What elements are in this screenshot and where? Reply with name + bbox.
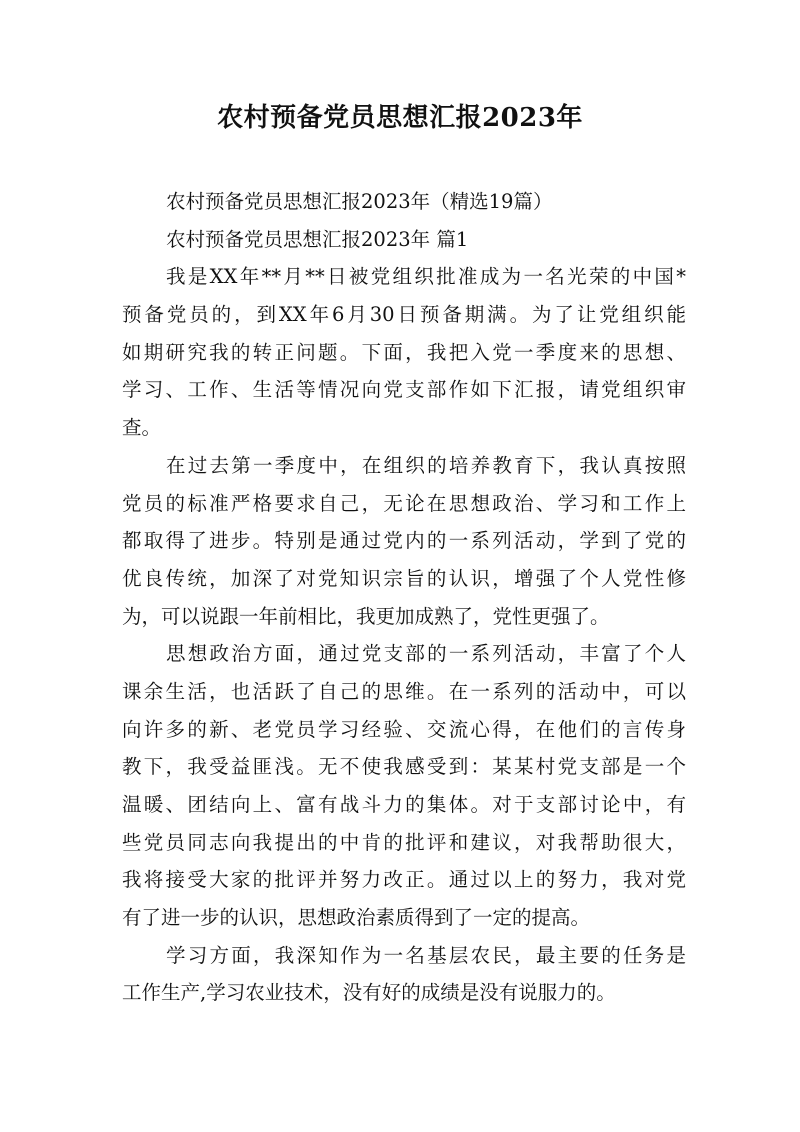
paragraph-line: 教下，我受益匪浅。无不使我感受到：某某村党支部是一个 bbox=[122, 755, 686, 779]
document-title: 农村预备党员思想汇报2023年 bbox=[217, 103, 583, 133]
paragraph-line: 温暖、团结向上、富有战斗力的集体。对于支部讨论中，有 bbox=[122, 793, 686, 816]
paragraph-line: 都取得了进步。特别是通过党内的一系列活动，学到了党的 bbox=[122, 529, 686, 553]
document-body bbox=[122, 183, 686, 1012]
paragraph-line: 向许多的新、老党员学习经验、交流心得，在他们的言传身 bbox=[122, 717, 686, 741]
paragraph-line: 优良传统，加深了对党知识宗旨的认识，增强了个人党性修 bbox=[122, 566, 686, 590]
paragraph-line: 党员的标准严格要求自己，无论在思想政治、学习和工作上 bbox=[122, 491, 686, 515]
paragraph-line: 工作生产,学习农业技术，没有好的成绩是没有说服力的。 bbox=[122, 981, 616, 1005]
paragraph-line: 为，可以说跟一年前相比，我更加成熟了，党性更强了。 bbox=[122, 604, 610, 628]
paragraph-line: 我是XX年**月**日被党组织批准成为一名光荣的中国* bbox=[166, 265, 686, 289]
paragraph-line: 学习、工作、生活等情况向党支部作如下汇报，请党组织审 bbox=[122, 378, 686, 402]
paragraph-line: 预备党员的，到XX年6月30日预备期满。为了让党组织能 bbox=[122, 303, 686, 327]
paragraph-line: 思想政治方面，通过党支部的一系列活动，丰富了个人 bbox=[166, 642, 686, 666]
paragraph-line: 学习方面，我深知作为一名基层农民，最主要的任务是 bbox=[166, 943, 686, 967]
paragraph-line: 些党员同志向我提出的中肯的批评和建议，对我帮助很大， bbox=[122, 830, 686, 854]
section-heading: 农村预备党员思想汇报2023年 篇1 bbox=[166, 227, 469, 251]
paragraph-line: 在过去第一季度中，在组织的培养教育下，我认真按照 bbox=[166, 453, 686, 477]
paragraph-line: 课余生活，也活跃了自己的思维。在一系列的活动中，可以 bbox=[122, 679, 686, 703]
paragraph-line: 有了进一步的认识，思想政治素质得到了一定的提高。 bbox=[122, 906, 591, 930]
paragraph-line: 我将接受大家的批评并努力改正。通过以上的努力，我对党 bbox=[122, 868, 686, 892]
document-subtitle: 农村预备党员思想汇报2023年（精选19篇） bbox=[166, 190, 553, 213]
paragraph-line: 如期研究我的转正问题。下面，我把入党一季度来的思想、 bbox=[122, 340, 686, 364]
paragraph-line: 查。 bbox=[122, 416, 162, 440]
